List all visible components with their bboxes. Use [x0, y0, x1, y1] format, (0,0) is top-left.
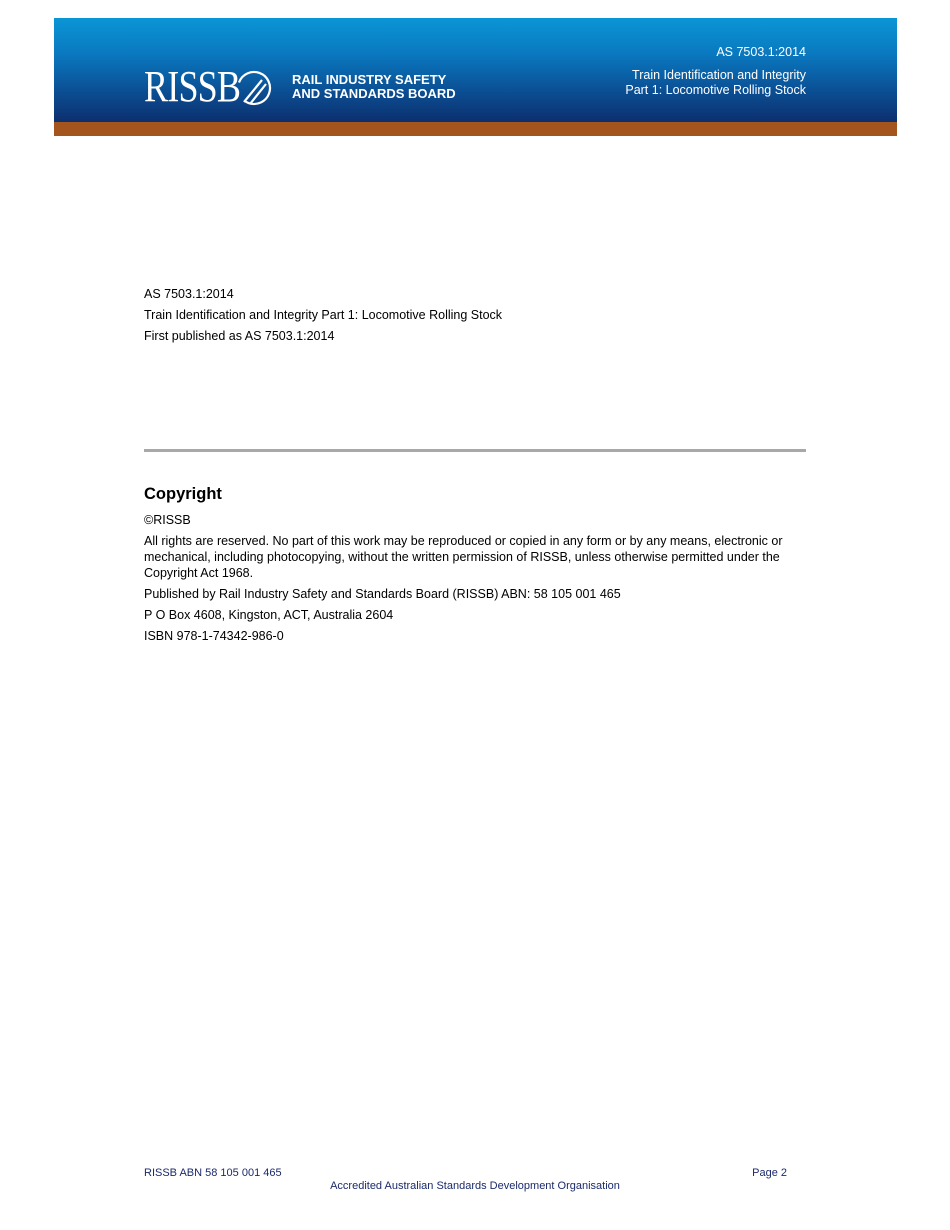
rissb-logo-emblem-icon	[234, 68, 274, 108]
metadata-full-title: Train Identification and Integrity Part 1: Locomotive Rolling Stock	[144, 308, 503, 322]
section-divider	[144, 449, 806, 452]
logo-tagline-line2: AND STANDARDS BOARD	[292, 86, 456, 101]
header-stripe	[54, 122, 897, 136]
rissb-logo-wordmark: RISSB	[144, 62, 241, 111]
header-title-line2: Part 1: Locomotive Rolling Stock	[625, 83, 806, 97]
copyright-heading: Copyright	[144, 485, 222, 503]
metadata-standard-id: AS 7503.1:2014	[144, 287, 234, 301]
metadata-first-published: First published as AS 7503.1:2014	[144, 329, 335, 343]
header-document-id: AS 7503.1:2014	[716, 45, 806, 59]
footer-abn: RISSB ABN 58 105 001 465	[144, 1167, 282, 1179]
rissb-logo-tagline	[292, 73, 456, 101]
copyright-address: P O Box 4608, Kingston, ACT, Australia 2604	[144, 608, 394, 622]
header-document-title	[625, 68, 806, 98]
footer-page-number: Page 2	[752, 1167, 787, 1179]
copyright-rights-statement: All rights are reserved. No part of this work may be reproduced or copied in any form or by any means, electronic or mechanical, including photocopying, without the written permission of RISSB, unless otherwise permitted under the Copyright Act 1968.	[144, 534, 783, 580]
copyright-section	[144, 484, 806, 649]
copyright-isbn: ISBN 978-1-74342-986-0	[144, 629, 284, 643]
page-header	[54, 18, 897, 136]
header-title-line1: Train Identification and Integrity	[632, 68, 806, 82]
logo-tagline-line1: RAIL INDUSTRY SAFETY	[292, 72, 447, 87]
footer-accreditation: Accredited Australian Standards Development Organisation	[330, 1180, 620, 1192]
copyright-publisher: Published by Rail Industry Safety and Standards Board (RISSB) ABN: 58 105 001 465	[144, 587, 621, 601]
document-metadata	[144, 284, 502, 347]
copyright-owner: ©RISSB	[144, 513, 191, 527]
